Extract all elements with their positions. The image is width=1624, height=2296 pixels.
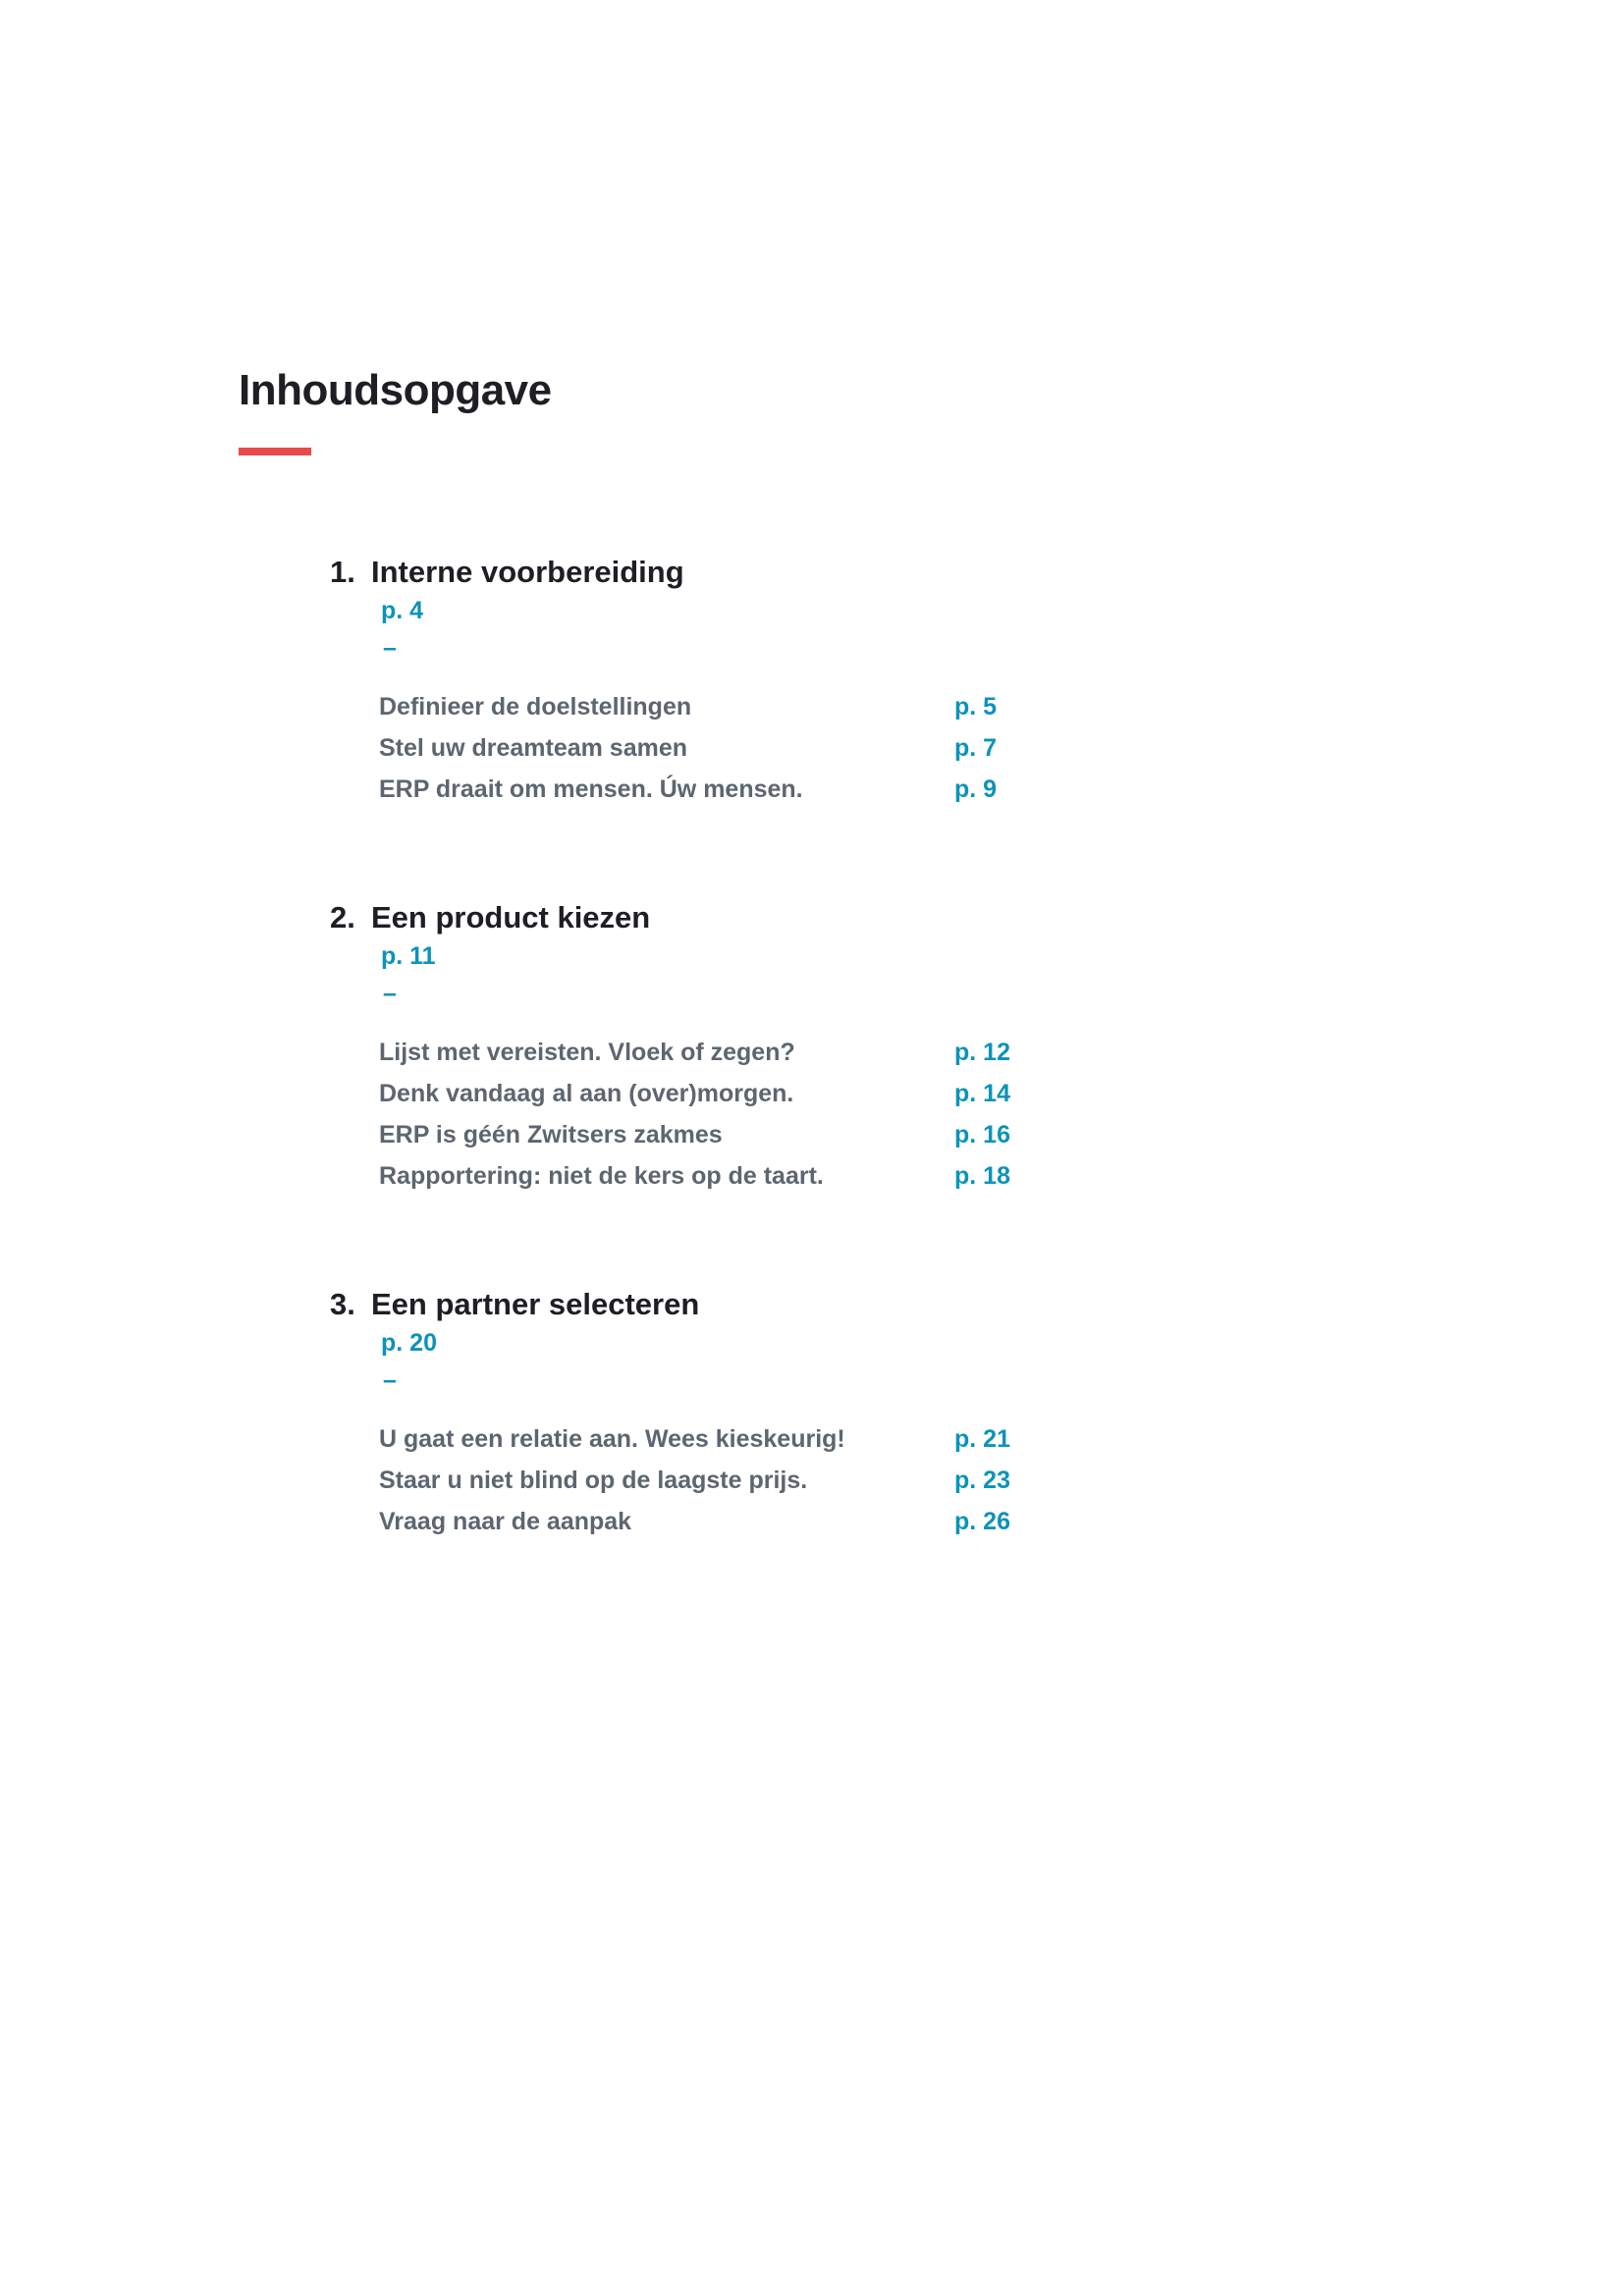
toc-item-page: p. 9 bbox=[954, 775, 998, 803]
toc-item-page: p. 12 bbox=[954, 1039, 1010, 1066]
toc-items bbox=[330, 686, 1076, 810]
toc-item[interactable] bbox=[379, 769, 1076, 810]
section-dash: – bbox=[383, 634, 397, 662]
section-dash: – bbox=[383, 980, 397, 1007]
page-title: Inhoudsopgave bbox=[239, 366, 552, 414]
section-title: Een partner selecteren bbox=[371, 1287, 700, 1321]
toc-item-label: Stel uw dreamteam samen bbox=[379, 734, 688, 762]
toc-item[interactable] bbox=[379, 1418, 1076, 1460]
toc-item[interactable] bbox=[379, 1073, 1076, 1114]
toc-section-1 bbox=[330, 553, 1076, 810]
section-title: Interne voorbereiding bbox=[371, 555, 684, 589]
section-page-ref[interactable]: p. 20 bbox=[381, 1329, 437, 1357]
toc-item-page: p. 7 bbox=[954, 734, 998, 762]
section-heading[interactable] bbox=[330, 1285, 1076, 1324]
toc-items bbox=[330, 1032, 1076, 1197]
toc-item-page: p. 5 bbox=[954, 693, 998, 721]
section-heading[interactable] bbox=[330, 553, 1076, 592]
toc-section-3 bbox=[330, 1285, 1076, 1542]
toc-items bbox=[330, 1418, 1076, 1542]
toc-item-page: p. 23 bbox=[954, 1467, 1010, 1494]
toc-item[interactable] bbox=[379, 686, 1076, 727]
toc-item[interactable] bbox=[379, 727, 1076, 769]
toc-item-label: ERP draait om mensen. Úw mensen. bbox=[379, 775, 803, 803]
toc-item-label: Denk vandaag al aan (over)morgen. bbox=[379, 1080, 794, 1107]
toc-item[interactable] bbox=[379, 1155, 1076, 1197]
toc-item[interactable] bbox=[379, 1032, 1076, 1073]
toc-item-label: Vraag naar de aanpak bbox=[379, 1508, 632, 1535]
title-underline bbox=[239, 448, 311, 455]
toc-item-label: Staar u niet blind op de laagste prijs. bbox=[379, 1467, 808, 1494]
toc-item-page: p. 26 bbox=[954, 1508, 1010, 1535]
section-dash: – bbox=[383, 1366, 397, 1394]
toc-item[interactable] bbox=[379, 1501, 1076, 1542]
toc-item-page: p. 21 bbox=[954, 1425, 1010, 1453]
section-page-ref[interactable]: p. 4 bbox=[381, 597, 424, 624]
toc-item-page: p. 14 bbox=[954, 1080, 1010, 1107]
toc-item-label: Lijst met vereisten. Vloek of zegen? bbox=[379, 1039, 795, 1066]
toc-item-page: p. 18 bbox=[954, 1162, 1010, 1190]
section-title: Een product kiezen bbox=[371, 900, 651, 934]
section-heading[interactable] bbox=[330, 898, 1076, 937]
toc-item-page: p. 16 bbox=[954, 1121, 1010, 1148]
toc-section-2 bbox=[330, 898, 1076, 1197]
section-number: 2. bbox=[330, 900, 355, 934]
section-number: 3. bbox=[330, 1287, 355, 1321]
section-number: 1. bbox=[330, 555, 355, 589]
toc-item-label: Rapportering: niet de kers op de taart. bbox=[379, 1162, 824, 1190]
toc-item[interactable] bbox=[379, 1114, 1076, 1155]
toc-item-label: Definieer de doelstellingen bbox=[379, 693, 692, 721]
toc-item[interactable] bbox=[379, 1460, 1076, 1501]
toc-item-label: U gaat een relatie aan. Wees kieskeurig! bbox=[379, 1425, 845, 1453]
section-page-ref[interactable]: p. 11 bbox=[381, 942, 436, 970]
toc-item-label: ERP is géén Zwitsers zakmes bbox=[379, 1121, 723, 1148]
